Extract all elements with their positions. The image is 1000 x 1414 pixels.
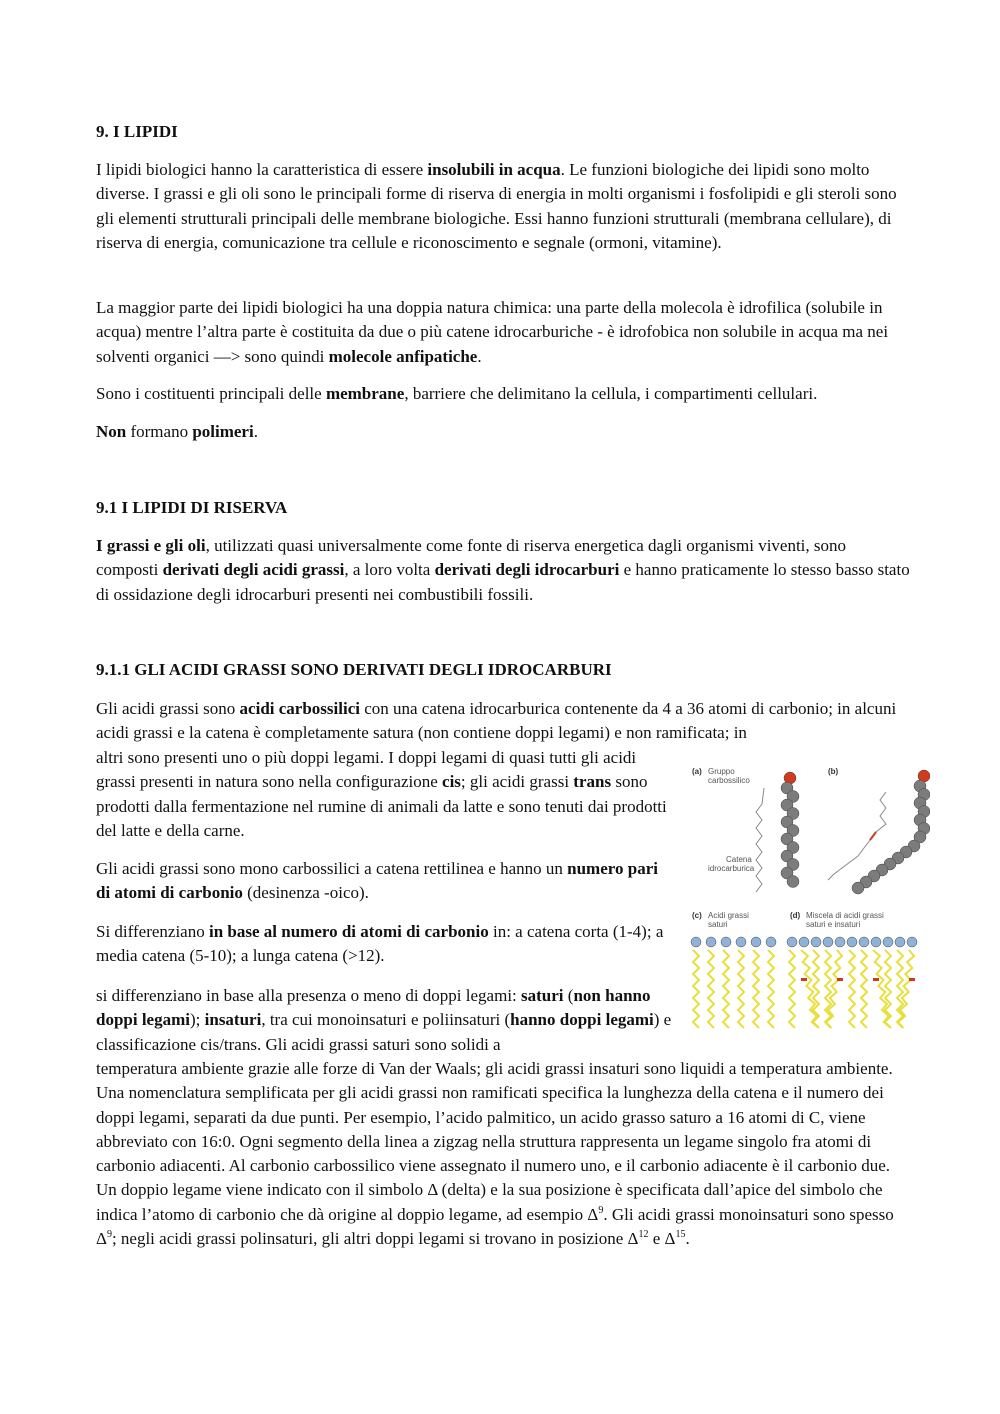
polar-head: [706, 937, 716, 947]
section-9-paragraph-1: I lipidi biologici hanno la caratteristica di essere insolubili in acqua. Le funzioni biologiche dei lipidi sono molto diverse. I grassi e gli oli sono le principali forme di riserva di energia in molti organismi i fosfolipidi e gli steroli sono gli elementi strutturali principali delle membrane biologiche. Essi hanno funzioni strutturali (membrana cellulare), di riserva di energia, comunicazione tra cellule e riconoscimento e segnale (ormoni, vitamine).: [96, 160, 897, 252]
saturated-tail: [825, 950, 831, 1028]
polar-head: [883, 937, 893, 947]
cis-double-bond: [870, 832, 876, 840]
saturated-tail: [849, 950, 855, 1028]
polar-head: [766, 937, 776, 947]
saturated-tail: [768, 950, 774, 1028]
polar-head: [847, 937, 857, 947]
figure-label-c: (c): [692, 911, 702, 920]
section-9-1-1-paragraph-1a: Gli acidi grassi sono acidi carbossilici con una catena idrocarburica contenente da 4 a 36 atomi di carbonio; in alcuni acidi grassi e la catena è completamente satura (non contiene doppi legami) e non ramificata; in: [96, 699, 897, 743]
figure-label-b: (b): [828, 767, 839, 776]
figure-label-acidi-grassi: Acidi grassi: [708, 911, 749, 920]
saturated-tail: [693, 950, 699, 1028]
saturated-tail: [708, 950, 714, 1028]
saturated-chain-skeleton: [756, 804, 762, 892]
polar-head: [736, 937, 746, 947]
polar-head: [787, 937, 797, 947]
polar-head: [823, 937, 833, 947]
double-bond-mark: [909, 978, 915, 981]
polar-head: [907, 937, 917, 947]
fatty-acids-figure: [688, 764, 930, 1038]
saturated-tail: [789, 950, 795, 1028]
saturated-tail: [738, 950, 744, 1028]
double-bond-mark: [801, 978, 807, 981]
polar-head: [691, 937, 701, 947]
figure-label-catena: Catena: [726, 855, 752, 864]
mixed-packing-diagram: [787, 937, 917, 1028]
saturated-tail: [861, 950, 867, 1028]
saturated-tail: [753, 950, 759, 1028]
figure-label-a: (a): [692, 767, 702, 776]
polar-head: [835, 937, 845, 947]
section-9-1-paragraph-1: I grassi e gli oli, utilizzati quasi universalmente come fonte di riserva energetica dagli organismi viventi, sono composti derivati degli acidi grassi, a loro volta derivati degli idrocarburi e hanno praticamente lo stesso basso stato di ossidazione degli idrocarburi presenti nei combustibili fossili.: [96, 536, 910, 604]
section-9-1-1-paragraph-2: Gli acidi grassi sono mono carbossilici a catena rettilinea e hanno un numero pari di atomi di carbonio (desinenza -oico).: [96, 859, 658, 903]
double-bond-mark: [837, 978, 843, 981]
unsaturated-spacefill-model: [852, 770, 930, 894]
section-9-paragraph-3: Sono i costituenti principali delle membrane, barriere che delimitano la cellula, i compartimenti cellulari.: [96, 384, 818, 403]
polar-head: [859, 937, 869, 947]
section-9-1-1-paragraph-4b: temperatura ambiente grazie alle forze di Van der Waals; gli acidi grassi insaturi sono liquidi a temperatura ambiente. Una nomenclatura semplificata per gli acidi grassi non ramificati specifica la lunghezza della catena e il numero dei doppi legami, separati da due punti. Per esempio, l’acido palmitico, un acido grasso saturo a 16 atomi di C, viene abbreviato con 16:0. Ogni segmento della linea a zigzag nella struttura rappresenta un legame singolo fra atomi di carbonio adiacenti. Al carbonio carbossilico viene assegnato il numero uno, e il carbonio adiacente è il carbonio due. Un doppio legame viene indicato con il simbolo Δ (delta) e la sua posizione è specificata dall’apice del simbolo che indica l’atomo di carbonio che dà origine al doppio legame, ad esempio $\Delta^9$. Gli acidi grassi monoinsaturi sono spesso $\Delta^9$; negli acidi grassi polinsaturi, gli altri doppi legami si trovano in posizione $\Delta^{12}$ e $\Delta^{15}$.: [96, 1059, 894, 1249]
section-9-title: 9. I LIPIDI: [96, 122, 178, 141]
figure-label-saturi: saturi: [708, 920, 728, 929]
section-9-1-1-title: 9.1.1 GLI ACIDI GRASSI SONO DERIVATI DEGLI IDROCARBURI: [96, 660, 612, 679]
polar-head: [751, 937, 761, 947]
figure-label-saturi-insaturi: saturi e insaturi: [806, 920, 861, 929]
section-9-paragraph-4: Non formano polimeri.: [96, 422, 258, 441]
double-bond-mark: [873, 978, 879, 981]
polar-head: [895, 937, 905, 947]
saturated-packing-diagram: [691, 937, 776, 1028]
polar-head: [811, 937, 821, 947]
carbon-atom: [852, 882, 864, 894]
figure-label-miscela: Miscela di acidi grassi: [806, 911, 884, 920]
saturated-tail: [723, 950, 729, 1028]
figure-label-idrocarburica: idrocarburica: [708, 864, 755, 873]
section-9-1-1-paragraph-4a: si differenziano in base alla presenza o meno di doppi legami: saturi (non hanno doppi legami); insaturi, tra cui monoinsaturi e poliinsaturi (hanno doppi legami) e classificazione cis/trans. Gli acidi grassi saturi sono solidi a: [96, 986, 672, 1054]
section-9-1-1-paragraph-3: Si differenziano in base al numero di atomi di carbonio in: a catena corta (1-4); a media catena (5-10); a lunga catena (>12).: [96, 922, 664, 966]
carbon-atom: [787, 876, 799, 888]
figure-label-d: (d): [790, 911, 801, 920]
saturated-tail: [897, 950, 903, 1028]
polar-head: [721, 937, 731, 947]
section-9-paragraph-2: La maggior parte dei lipidi biologici ha una doppia natura chimica: una parte della molecola è idrofilica (solubile in acqua) mentre l’altra parte è costituita da due o più catene idrocarburiche - è idrofobica non solubile in acqua ma nei solventi organici —> sono quindi molecole anfipatiche.: [96, 298, 889, 366]
section-9-1-title: 9.1 I LIPIDI DI RISERVA: [96, 498, 288, 517]
figure-label-gruppo: Gruppo: [708, 767, 735, 776]
polar-head: [871, 937, 881, 947]
saturated-spacefill-model: [781, 772, 799, 888]
polar-head: [799, 937, 809, 947]
figure-label-carbossilico: carbossilico: [708, 776, 750, 785]
section-9-1-1-paragraph-1b: altri sono presenti uno o più doppi legami. I doppi legami di quasi tutti gli acidi grassi presenti in natura sono nella configurazione cis; gli acidi grassi trans sono prodotti dalla fermentazione nel rumine di animali da latte e sono tenuti dai prodotti del latte e della carne.: [96, 748, 667, 840]
